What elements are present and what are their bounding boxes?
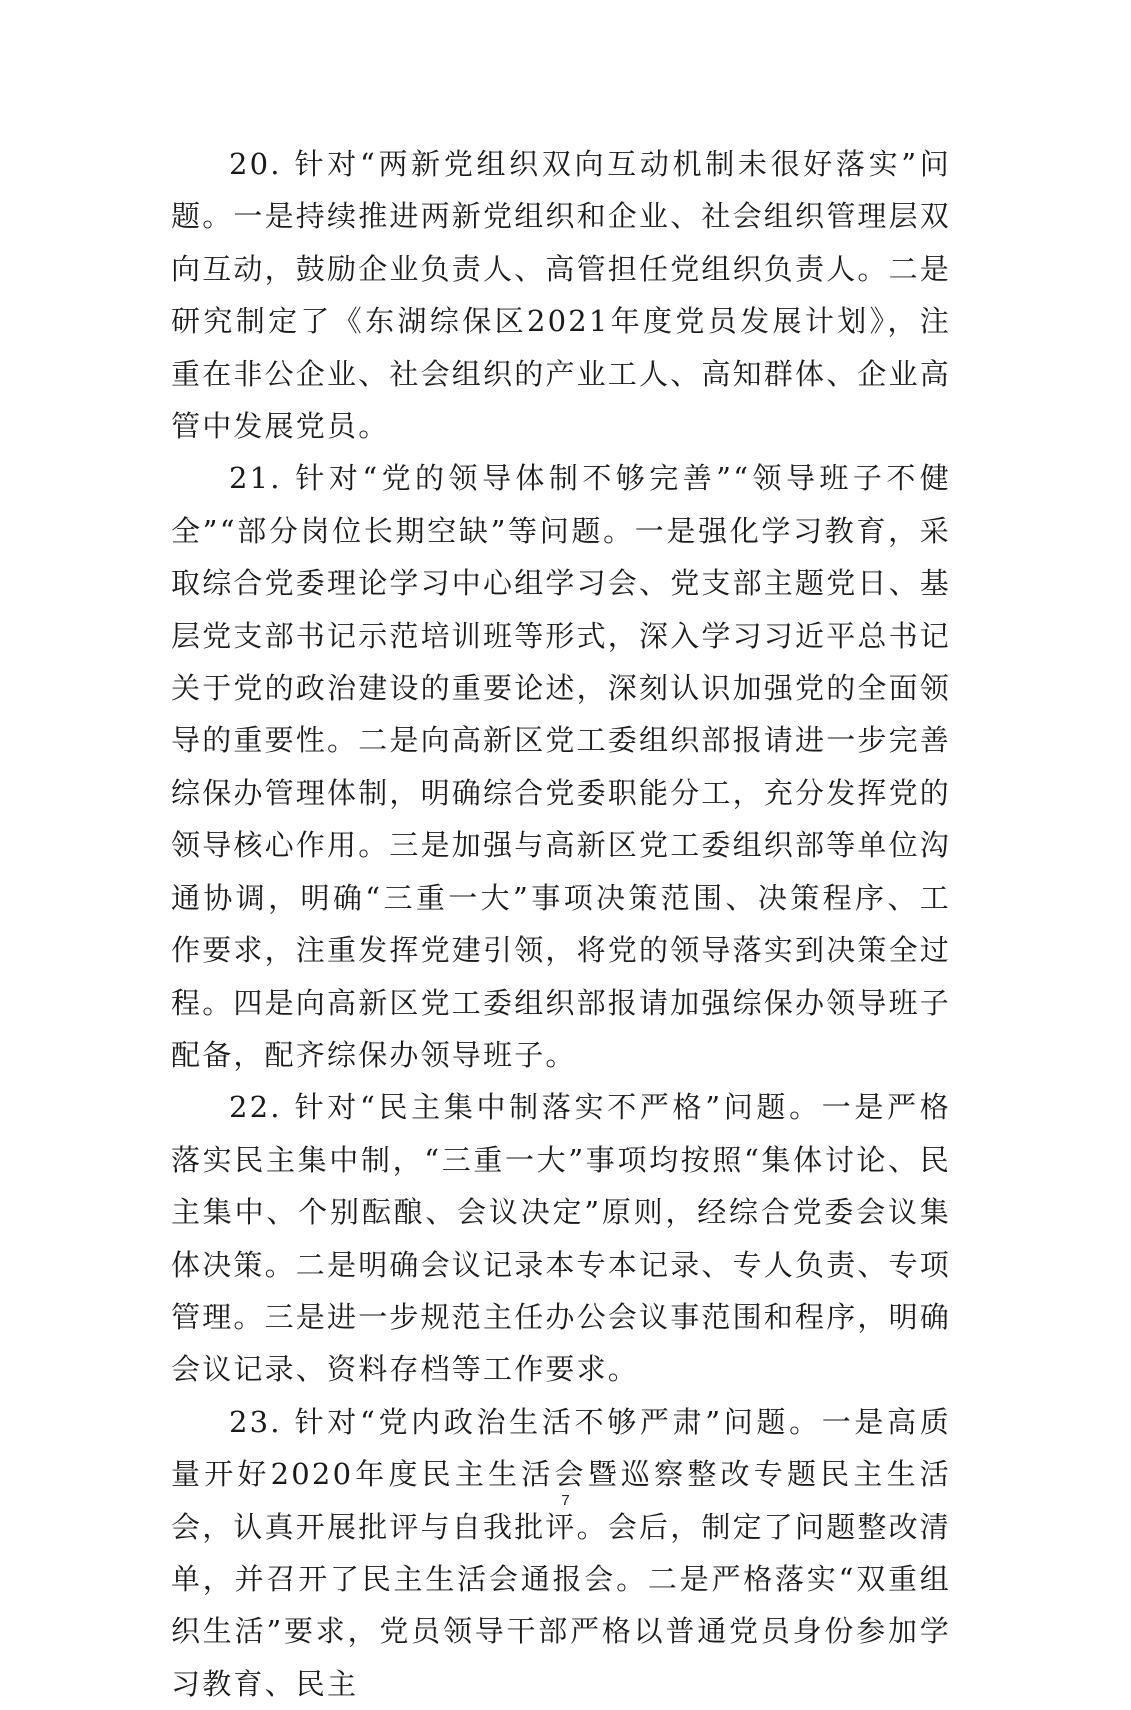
page-number: 7 bbox=[561, 1492, 570, 1509]
paragraph-22: 22. 针对“民主集中制落实不严格”问题。一是严格落实民主集中制，“三重一大”事项均按照“集体讨论、民主集中、个别酝酿、会议决定”原则，经综合党委会议集体决策。二是明确会议记录本专本记录、专人负责、专项管理。三是进一步规范主任办公会议事范围和程序，明确会议记录、资料存档等工作要求。 bbox=[171, 1090, 952, 1387]
document-body bbox=[171, 138, 951, 1710]
paragraph-23: 23. 针对“党内政治生活不够严肃”问题。一是高质量开好2020年度民主生活会暨巡察整改专题民主生活会，认真开展批评与自我批评。会后，制定了问题整改清单，并召开了民主生活会通报会。二是严格落实“双重组织生活”要求，党员领导干部严格以普通党员身份参加学习教育、民主 bbox=[171, 1404, 952, 1701]
paragraph-20: 20. 针对“两新党组织双向互动机制未很好落实”问题。一是持续推进两新党组织和企业、社会组织管理层双向互动，鼓励企业负责人、高管担任党组织负责人。二是研究制定了《东湖综保区2021年度党员发展计划》，注重在非公企业、社会组织的产业工人、高知群体、企业高管中发展党员。 bbox=[171, 147, 952, 444]
paragraph-21: 21. 针对“党的领导体制不够完善”“领导班子不健全”“部分岗位长期空缺”等问题。一是强化学习教育，采取综合党委理论学习中心组学习会、党支部主题党日、基层党支部书记示范培训班等形式，深入学习习近平总书记关于党的政治建设的重要论述，深刻认识加强党的全面领导的重要性。二是向高新区党工委组织部报请进一步完善综保办管理体制，明确综合党委职能分工，充分发挥党的领导核心作用。三是加强与高新区党工委组织部等单位沟通协调，明确“三重一大”事项决策范围、决策程序、工作要求，注重发挥党建引领，将党的领导落实到决策全过程。四是向高新区党工委组织部报请加强综保办领导班子配备，配齐综保办领导班子。 bbox=[171, 461, 952, 1072]
